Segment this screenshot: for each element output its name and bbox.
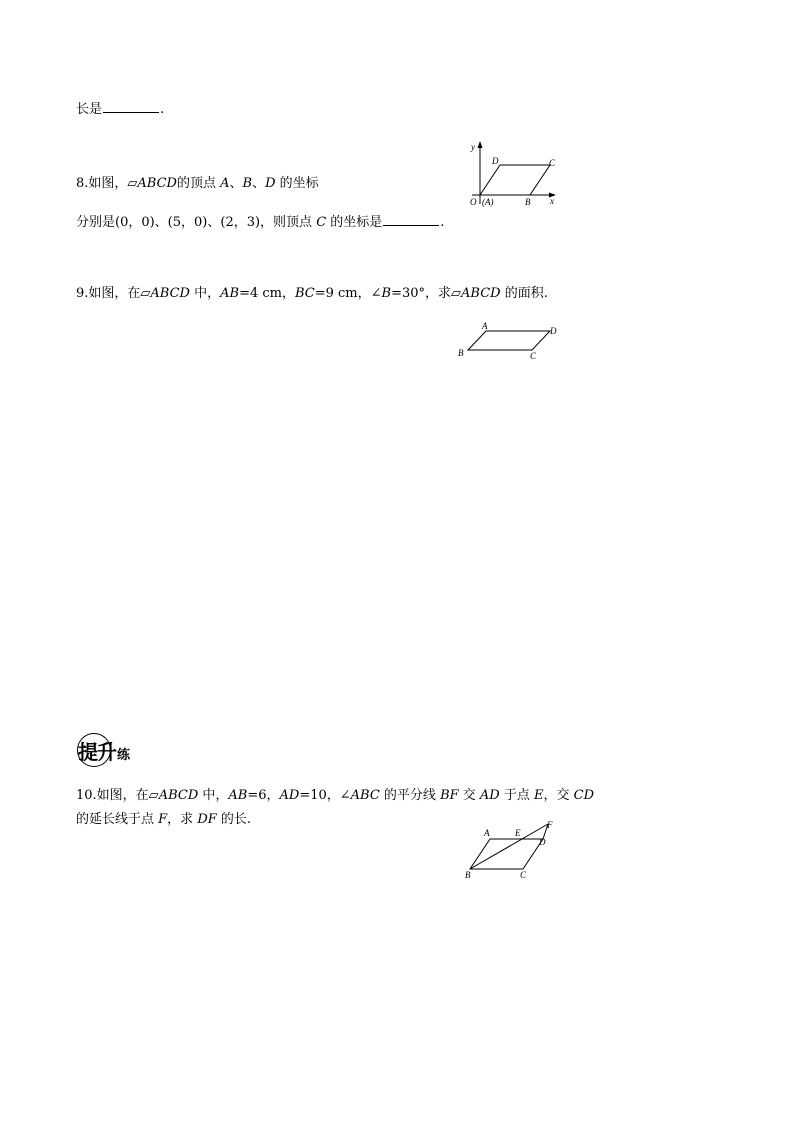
- vertex-b-label: B: [525, 197, 531, 207]
- q7-answer-blank[interactable]: [103, 101, 159, 113]
- q10-text: ABC: [350, 788, 380, 803]
- vertex-d-label: D: [539, 837, 546, 847]
- section-title-main: 提升: [78, 740, 116, 764]
- q10-text: AB: [228, 788, 248, 803]
- vertex-d-label: D: [492, 156, 499, 166]
- q8-text: 8.如图，▱: [76, 176, 138, 191]
- q8-text: 、: [229, 176, 243, 191]
- parallelogram-abcd: [470, 839, 543, 869]
- point-f-label: F: [547, 820, 553, 830]
- q9-text: ABCD: [150, 286, 190, 301]
- q10-text: F: [158, 812, 168, 827]
- vertex-a-label: (A): [482, 197, 494, 207]
- q8-line-2: [76, 214, 444, 231]
- q10-line-2: [76, 812, 251, 828]
- q9-text: 的面积.: [500, 286, 548, 301]
- q8-text: D: [265, 176, 276, 191]
- y-axis-label: y: [471, 142, 475, 152]
- q9-text: =9 cm，∠: [314, 286, 382, 301]
- q10-text: =10，∠: [299, 788, 351, 803]
- q8-text: ABCD: [137, 176, 177, 191]
- vertex-c-label: C: [530, 351, 537, 361]
- vertex-a-label: A: [482, 321, 488, 331]
- q9-parallelogram-figure: [450, 318, 565, 362]
- vertex-d-label: D: [550, 326, 557, 336]
- vertex-c-label: C: [520, 870, 527, 880]
- q9-text: =4 cm，: [239, 286, 295, 301]
- y-axis-arrow: [478, 141, 483, 148]
- q10-text: 于点: [499, 788, 534, 803]
- q7-tail-line: [76, 101, 164, 118]
- q8-text: 、: [252, 176, 266, 191]
- q10-text: ，求: [167, 812, 198, 827]
- q10-text: =6，: [247, 788, 280, 803]
- q8-text: C: [316, 215, 327, 230]
- origin-label: O: [470, 197, 477, 207]
- q8-text: 的顶点: [176, 176, 221, 191]
- q10-text: 中，: [198, 788, 229, 803]
- parallelogram-abcd: [468, 331, 550, 350]
- q8-coordinate-figure: [460, 138, 560, 210]
- section-title-sub: 练: [117, 748, 131, 763]
- vertex-b-label: B: [458, 348, 464, 358]
- q8-text: A: [220, 176, 230, 191]
- vertex-a-label: A: [484, 828, 490, 838]
- q10-text: E: [533, 788, 544, 803]
- q8-text: 的坐标: [275, 176, 319, 191]
- bisector-bf: [470, 824, 548, 869]
- q10-text: BF: [440, 788, 459, 803]
- q9-text: 中，: [189, 286, 221, 301]
- q9-text: 9.如图，在▱: [76, 286, 151, 301]
- q10-text: ABCD: [158, 788, 199, 803]
- q8-line-1: [76, 176, 319, 192]
- section-header: [75, 733, 145, 769]
- q8-answer-blank[interactable]: [383, 214, 439, 226]
- q10-text: AD: [479, 788, 500, 803]
- q10-text: 的延长线于点: [76, 812, 159, 827]
- parallelogram-abcd: [480, 165, 550, 195]
- q10-text: 的平分线: [379, 788, 441, 803]
- q10-text: AD: [279, 788, 300, 803]
- q10-parallelogram-figure: [458, 816, 568, 884]
- q7-tail-end: .: [160, 102, 165, 117]
- q9-text: =30°，求▱: [391, 286, 462, 301]
- vertex-b-label: B: [465, 870, 471, 880]
- q10-text: CD: [573, 788, 594, 803]
- q10-text: 10.如图，在▱: [76, 788, 159, 803]
- q10-text: DF: [197, 812, 217, 827]
- q10-text: 的长.: [216, 812, 252, 827]
- q10-line-1: [76, 788, 594, 804]
- q10-text: 交: [458, 788, 480, 803]
- point-e-label: E: [515, 828, 521, 838]
- q9-text: ABCD: [461, 286, 501, 301]
- q8-text: .: [440, 215, 445, 230]
- q10-text: ，交: [543, 788, 574, 803]
- q9-text: B: [381, 286, 392, 301]
- q9-text: AB: [220, 286, 240, 301]
- q8-text: B: [242, 176, 253, 191]
- q9-line: [76, 286, 548, 302]
- q8-text: 分别是(0，0)、(5，0)、(2，3)，则顶点: [76, 215, 317, 230]
- vertex-c-label: C: [549, 158, 556, 168]
- q8-text: 的坐标是: [326, 215, 383, 230]
- q9-text: BC: [294, 286, 315, 301]
- x-axis-label: x: [550, 196, 554, 206]
- q7-tail-text: 长是: [76, 102, 103, 117]
